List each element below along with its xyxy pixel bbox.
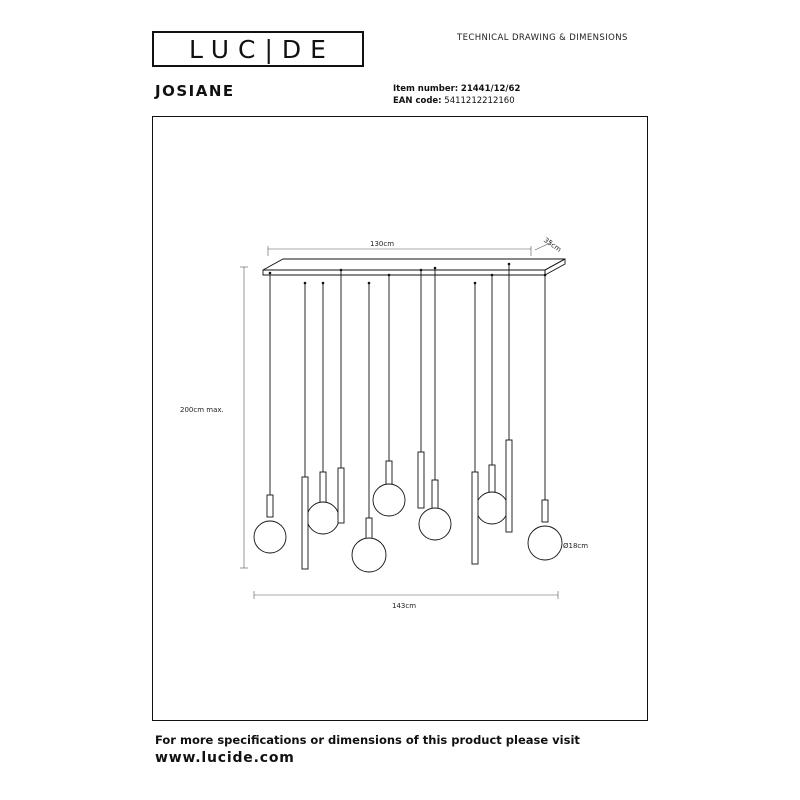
pendant-globe-6 [476,275,508,524]
pendant-globe-3 [352,283,386,572]
dim-height-label: 200cm max. [180,406,224,414]
logo-text: LUC|DE [189,35,335,64]
pendant-tube-1 [302,283,308,569]
item-number-value: 21441/12/62 [460,84,521,94]
document-type: TECHNICAL DRAWING & DIMENSIONS [457,33,628,43]
dim-length-label: 130cm [369,240,395,248]
pendant-globe-7 [528,275,562,560]
pendant-tube-2 [338,270,344,523]
dim-width-label: 143cm [391,602,417,610]
pendant-tube-5 [506,264,512,532]
pendant-globe-1 [254,275,286,553]
footer-info: For more specifications or dimensions of this product please visit [155,733,580,747]
footer-url[interactable]: www.lucide.com [155,750,295,766]
item-number-label: Item number: [393,84,459,94]
pendant-globe-4 [373,275,405,516]
pendant-globe-2 [307,283,339,534]
product-name: JOSIANE [155,82,235,100]
ean-label: EAN code: [393,96,442,106]
canopy-side [545,259,565,275]
pendant-tube-3 [418,270,424,508]
canopy-front [263,270,545,275]
ean-value: 5411212212160 [444,96,515,106]
dim-globe-label: Ø18cm [563,542,589,550]
dim-depth-label: 35cm [542,236,563,254]
canopy-top [263,259,565,270]
pendant-tube-4 [472,283,478,564]
